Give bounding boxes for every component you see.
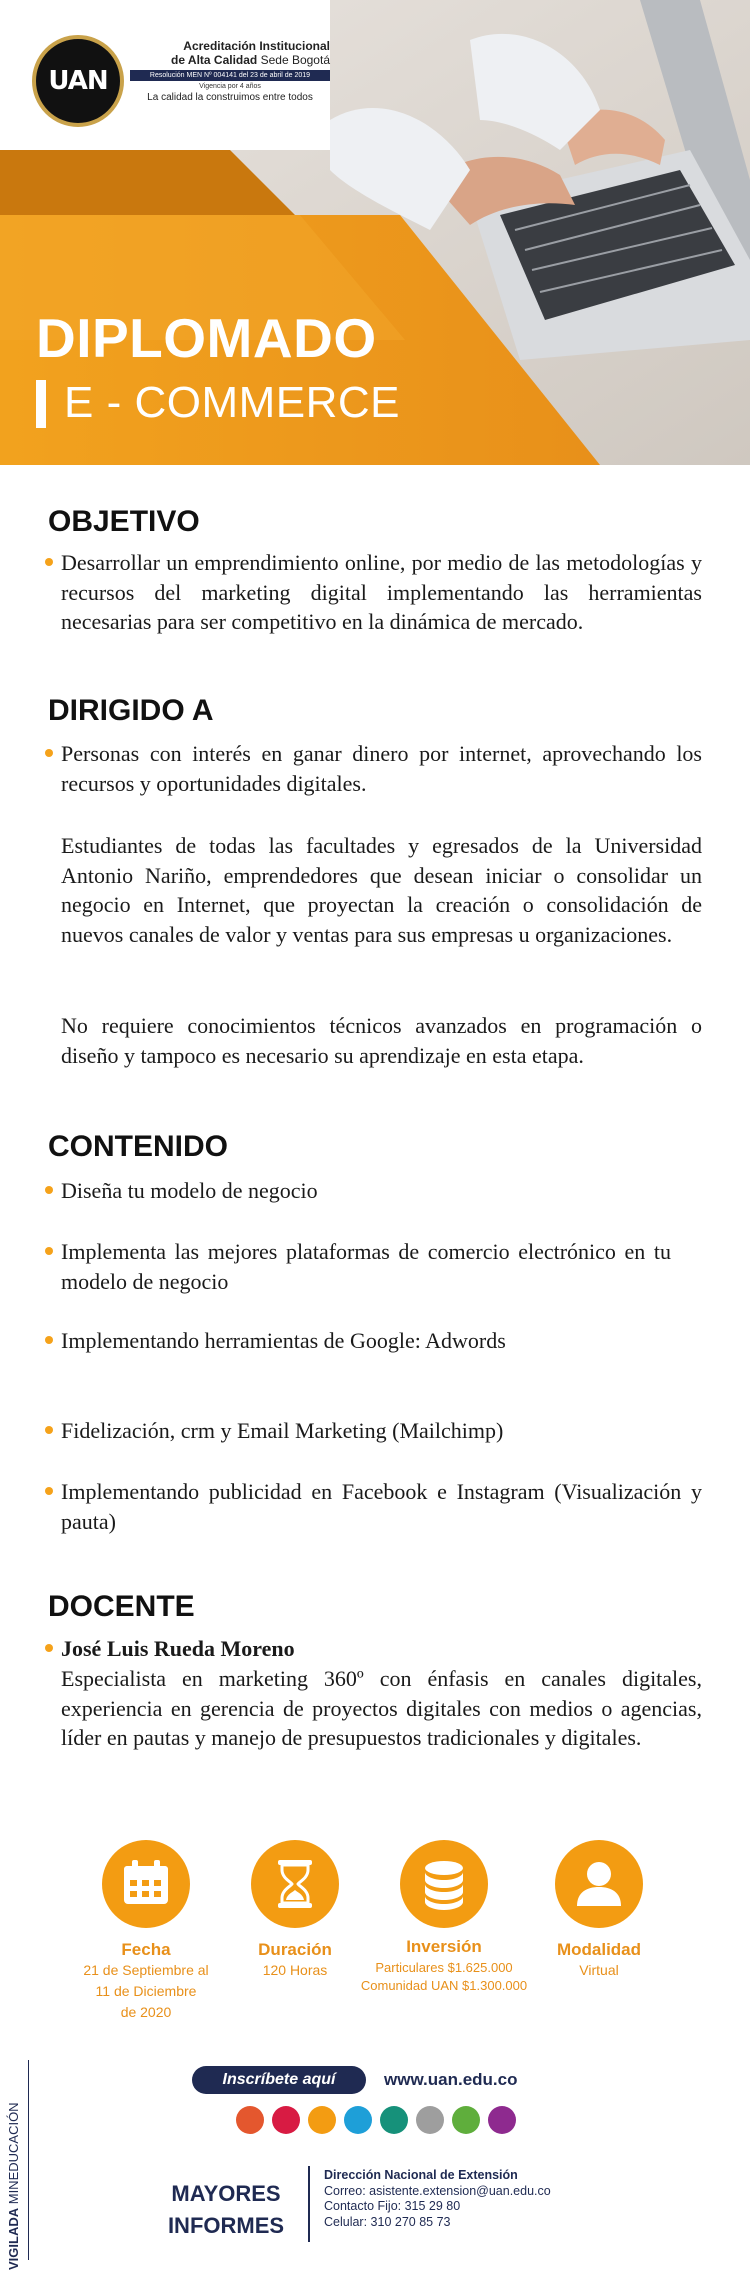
- color-dot: [236, 2106, 264, 2134]
- bullet-dot: [45, 558, 53, 566]
- mayores-line1: MAYORES: [171, 2181, 281, 2206]
- bullet-dot: [45, 1247, 53, 1255]
- color-dot: [452, 2106, 480, 2134]
- bullet-dot: [45, 1487, 53, 1495]
- contact-block: [324, 2168, 551, 2230]
- section-title-objetivo: OBJETIVO: [48, 505, 200, 538]
- contenido-item-5: Implementando publicidad en Facebook e Instagram (Visualización y pauta): [61, 1479, 702, 1534]
- accreditation-line2: [130, 53, 330, 67]
- mayores-line2: INFORMES: [167, 2213, 285, 2238]
- fecha-line-1: 21 de Septiembre al: [83, 1962, 209, 1978]
- bullet-dot: [45, 1186, 53, 1194]
- coins-icon-circle: [400, 1840, 488, 1928]
- calendar-icon: [102, 1840, 190, 1928]
- inversion-comunidad: Comunidad UAN $1.300.000: [360, 1978, 528, 1993]
- objetivo-text: Desarrollar un emprendimiento online, por medio de las metodologías y recursos del marketing digital implementando las herramientas necesarias para ser competitivo en la dinámica de mercado.: [61, 550, 702, 634]
- color-dot: [308, 2106, 336, 2134]
- contenido-item-3: Implementando herramientas de Google: Adwords: [61, 1328, 506, 1353]
- contact-title: Dirección Nacional de Extensión: [324, 2168, 518, 2182]
- dirigido-paragraph-2: Estudiantes de todas las facultades y egresados de la Universidad Antonio Nariño, emprendedores que desean iniciar o consolidar un negocio en Internet, que proyectan la creación o consolidación de nuevos canales de valor y ventas para sus empresas u organizaciones.: [61, 833, 702, 947]
- inscribete-button[interactable]: Inscríbete aquí: [192, 2066, 366, 2094]
- modalidad-value: Virtual: [579, 1962, 619, 1978]
- fecha-label: Fecha: [121, 1940, 171, 1959]
- fecha-line-3: de 2020: [120, 2004, 172, 2020]
- contact-cell: Celular: 310 270 85 73: [324, 2214, 451, 2229]
- duracion-label: Duración: [258, 1940, 332, 1959]
- hourglass-icon: [251, 1840, 339, 1928]
- diploma-title: DIPLOMADO: [36, 307, 377, 369]
- bullet-dot: [45, 1426, 53, 1434]
- section-title-contenido: CONTENIDO: [48, 1130, 228, 1163]
- logo-text: UAN: [48, 66, 108, 96]
- inversion-particulares: Particulares $1.625.000: [375, 1960, 513, 1975]
- color-dot: [380, 2106, 408, 2134]
- uan-logo: [32, 35, 124, 127]
- subtitle-bar: [36, 380, 46, 428]
- vigilada-rest: MINEDUCACIÓN: [6, 2102, 21, 2208]
- fecha-line-2: 11 de Diciembre: [95, 1983, 197, 1999]
- color-dot: [488, 2106, 516, 2134]
- section-title-dirigido: DIRIGIDO A: [48, 694, 214, 727]
- accreditation-line1: Acreditación Institucional: [183, 39, 330, 53]
- bullet-dot: [45, 1644, 53, 1652]
- accreditation-bold: de Alta Calidad: [171, 53, 258, 67]
- contact-divider: [308, 2166, 310, 2242]
- docente-bio: Especialista en marketing 360º con énfasis en canales digitales, experiencia en gerencia de proyectos digitales con medios o agencias, líder en pautas y manejo de presupuestos tradicionales y digitales.: [61, 1666, 702, 1750]
- vigilada-divider: [28, 2060, 29, 2260]
- dirigido-paragraph-1: Personas con interés en ganar dinero por internet, aprovechando los recursos y oportunidades digitales.: [61, 741, 702, 796]
- section-title-docente: DOCENTE: [48, 1590, 195, 1623]
- contenido-item-2: Implementa las mejores plataformas de comercio electrónico en tu modelo de negocio: [61, 1239, 671, 1294]
- validity-text: Vigencia por 4 años: [199, 83, 261, 90]
- person-icon: [555, 1840, 643, 1928]
- accreditation-block: [32, 35, 332, 127]
- modalidad-label: Modalidad: [556, 1940, 642, 1959]
- bullet-dot: [45, 1336, 53, 1344]
- accreditation-rest: Sede Bogotá: [257, 53, 330, 67]
- bullet-dot: [45, 749, 53, 757]
- mayores-informes: [158, 2178, 294, 2242]
- contact-email[interactable]: Correo: asistente.extension@uan.edu.co: [324, 2183, 551, 2198]
- vigilada-bold: VIGILADA: [6, 2207, 21, 2270]
- contenido-item-1: Diseña tu modelo de negocio: [61, 1178, 318, 1203]
- slogan-text: La calidad la construimos entre todos: [147, 92, 313, 103]
- color-dot: [272, 2106, 300, 2134]
- resolution-badge: Resolución MEN Nº 004141 del 23 de abril de 2019: [130, 70, 330, 81]
- docente-name: José Luis Rueda Moreno: [61, 1636, 295, 1661]
- calendar-icon-circle: [102, 1840, 190, 1928]
- duracion-value: 120 Horas: [262, 1962, 328, 1978]
- website-link[interactable]: www.uan.edu.co: [384, 2070, 518, 2089]
- header-banner: [0, 0, 750, 465]
- contenido-item-4: Fidelización, crm y Email Marketing (Mailchimp): [61, 1418, 504, 1443]
- vigilada-text: [6, 2050, 28, 2270]
- contact-phone: Contacto Fijo: 315 29 80: [324, 2199, 461, 2213]
- color-dot: [344, 2106, 372, 2134]
- coins-icon: [400, 1840, 488, 1928]
- dirigido-paragraph-3: No requiere conocimientos técnicos avanzados en programación o diseño y tampoco es necesario su aprendizaje en esta etapa.: [61, 1013, 702, 1068]
- color-dot: [416, 2106, 444, 2134]
- person-icon-circle: [555, 1840, 643, 1928]
- accreditation-text: [130, 39, 330, 103]
- hourglass-icon-circle: [251, 1840, 339, 1928]
- inversion-label: Inversión: [406, 1937, 482, 1956]
- diploma-subtitle: E - COMMERCE: [64, 378, 400, 427]
